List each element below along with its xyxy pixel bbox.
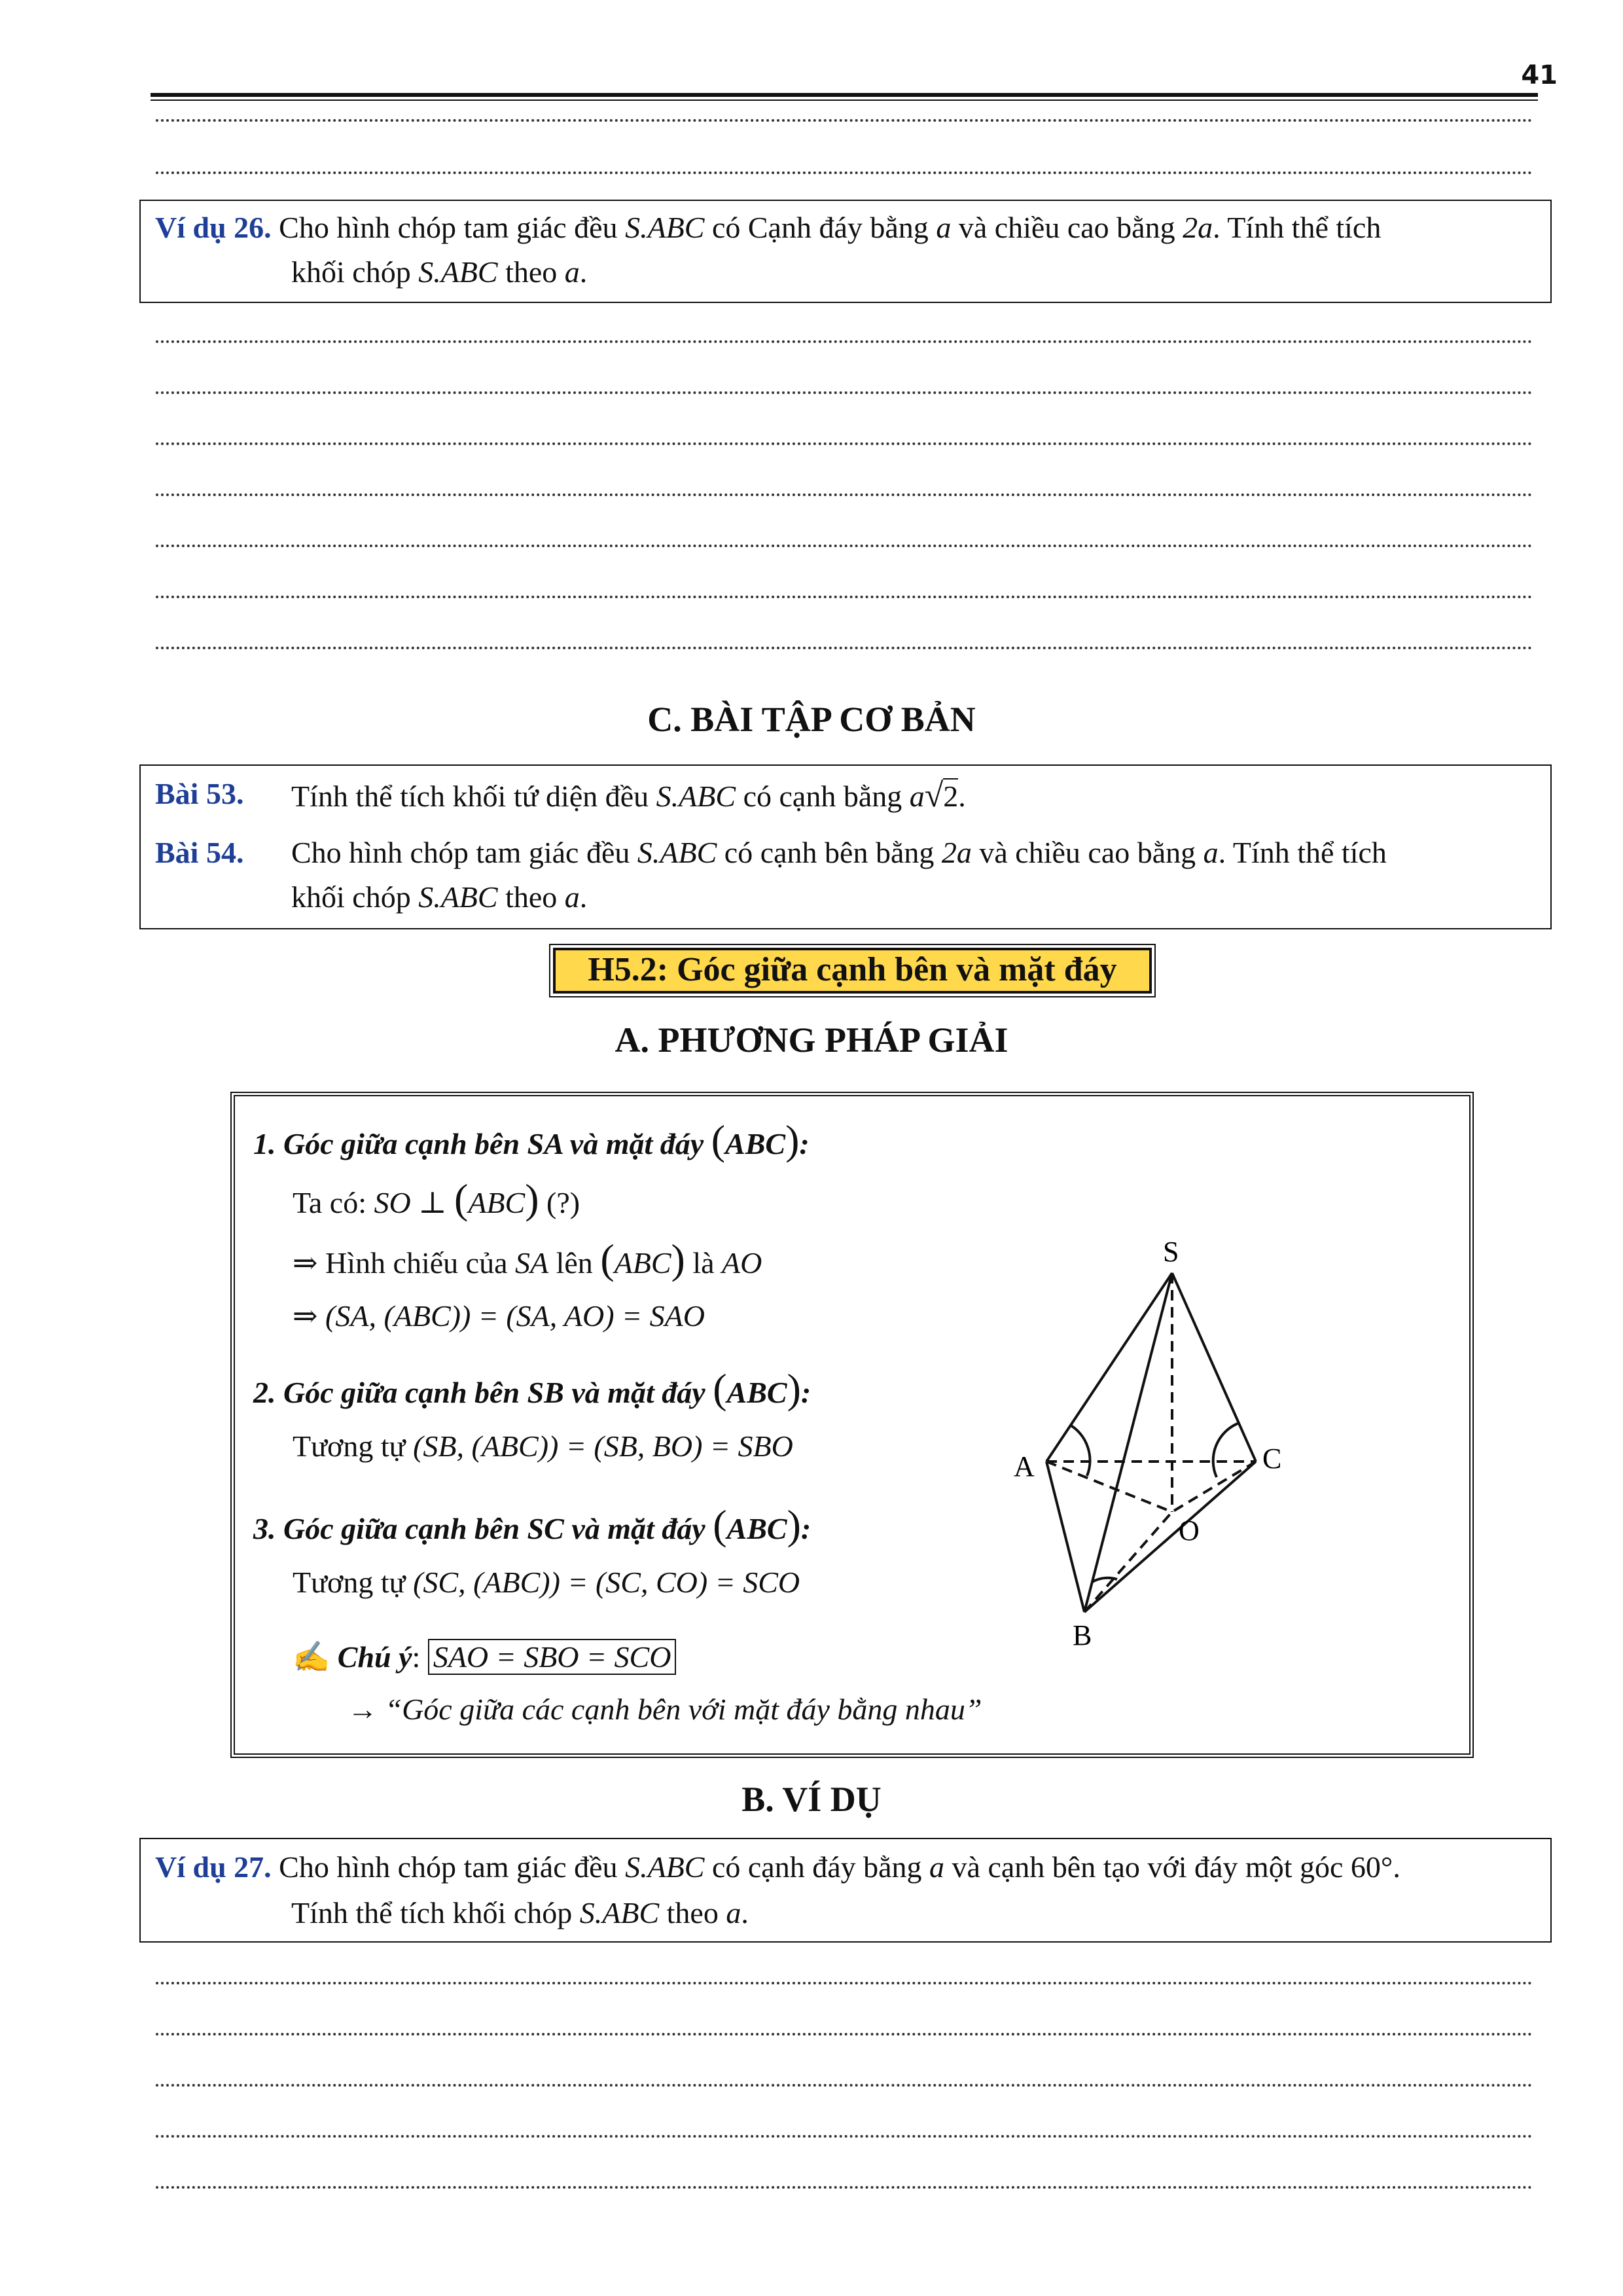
answer-line	[156, 545, 1533, 547]
method-item-3: 3. Góc giữa cạnh bên SC và mặt đáy (ABC):	[253, 1501, 812, 1548]
answer-line	[156, 2186, 1533, 2189]
segment-ao	[1046, 1462, 1172, 1512]
exercise-54-cont: khối chóp S.ABC theo a.	[291, 880, 588, 914]
answer-line	[156, 493, 1533, 496]
answer-line	[156, 1982, 1533, 1984]
answer-line	[156, 119, 1533, 122]
section-c-title: C. BÀI TẬP CƠ BẢN	[647, 700, 976, 739]
answer-line	[156, 340, 1533, 343]
example-26-text-cont: khối chóp S.ABC theo a.	[291, 255, 588, 289]
point-o-label: O	[1179, 1515, 1200, 1547]
answer-line	[156, 391, 1533, 394]
example-26-box	[139, 200, 1552, 303]
method-note-quote: → “Góc giữa các cạnh bên với mặt đáy bằng nhau”	[348, 1693, 982, 1726]
example-26-label: Ví dụ 26.	[155, 211, 272, 244]
answer-line	[156, 2084, 1533, 2087]
note-formula: SAO = SBO = SCO	[428, 1639, 677, 1675]
method-line-angle-2: Tương tự (SB, (ABC)) = (SB, BO) = SBO	[293, 1429, 793, 1463]
angle-arc-c	[1213, 1424, 1238, 1477]
answer-line	[156, 2135, 1533, 2138]
example-27-box	[139, 1838, 1552, 1943]
method-item-2: 2. Góc giữa cạnh bên SB và mặt đáy (ABC):	[253, 1365, 812, 1412]
exercise-54: Bài 54. Cho hình chóp tam giác đều S.ABC có cạnh bên bằng 2a và chiều cao bằng a. Tính thể tích	[155, 836, 1387, 869]
method-item-1: 1. Góc giữa cạnh bên SA và mặt đáy (ABC):	[253, 1117, 810, 1163]
example-27-text-cont: Tính thể tích khối chóp S.ABC theo a.	[291, 1896, 749, 1929]
pencil-icon: ✍	[293, 1640, 330, 1674]
example-27-label: Ví dụ 27.	[155, 1850, 272, 1884]
page-number: 41	[1521, 60, 1558, 90]
method-line-projection: ⇒ Hình chiếu của SA lên (ABC) là AO	[293, 1236, 762, 1282]
method-line-angle-1: ⇒ (SA, (ABC)) = (SA, AO) = SAO	[293, 1299, 705, 1333]
edge-bc	[1084, 1462, 1256, 1612]
edge-ab	[1046, 1462, 1084, 1612]
topic-title: H5.2: Góc giữa cạnh bên và mặt đáy	[553, 948, 1152, 994]
method-line-perp: Ta có: SO ⊥ (ABC) (?)	[293, 1175, 580, 1222]
exercise-53: Bài 53. Tính thể tích khối tứ diện đều S.ABC có cạnh bằng a√2.	[155, 777, 966, 814]
pyramid-figure	[994, 1221, 1400, 1651]
vertex-b-label: B	[1073, 1619, 1092, 1651]
section-a-title: A. PHƯƠNG PHÁP GIẢI	[615, 1020, 1008, 1060]
edge-sc	[1172, 1273, 1256, 1462]
answer-line	[156, 442, 1533, 445]
edge-sb	[1084, 1273, 1172, 1612]
vertex-a-label: A	[1014, 1450, 1035, 1482]
example-27-text: Cho hình chóp tam giác đều S.ABC có cạnh đáy bằng a và cạnh bên tạo với đáy một góc 60°.	[279, 1850, 1400, 1884]
vertex-s-label: S	[1163, 1236, 1179, 1268]
exercise-box	[139, 764, 1552, 929]
answer-line	[156, 2033, 1533, 2036]
vertex-c-label: C	[1262, 1443, 1282, 1475]
method-box	[230, 1092, 1474, 1758]
section-b-title: B. VÍ DỤ	[741, 1780, 882, 1819]
answer-line	[156, 171, 1533, 174]
angle-arc-a	[1070, 1425, 1090, 1476]
method-line-angle-3: Tương tự (SC, (ABC)) = (SC, CO) = SCO	[293, 1566, 800, 1599]
header-rule	[151, 93, 1538, 97]
example-26-text: Cho hình chóp tam giác đều S.ABC có Cạnh đáy bằng a và chiều cao bằng 2a. Tính thể tích	[279, 211, 1382, 244]
answer-line	[156, 647, 1533, 649]
edge-sa	[1046, 1273, 1172, 1462]
method-note: ✍ Chú ý: SAO = SBO = SCO	[293, 1640, 676, 1675]
answer-line	[156, 596, 1533, 598]
header-rule-thin	[151, 99, 1538, 101]
